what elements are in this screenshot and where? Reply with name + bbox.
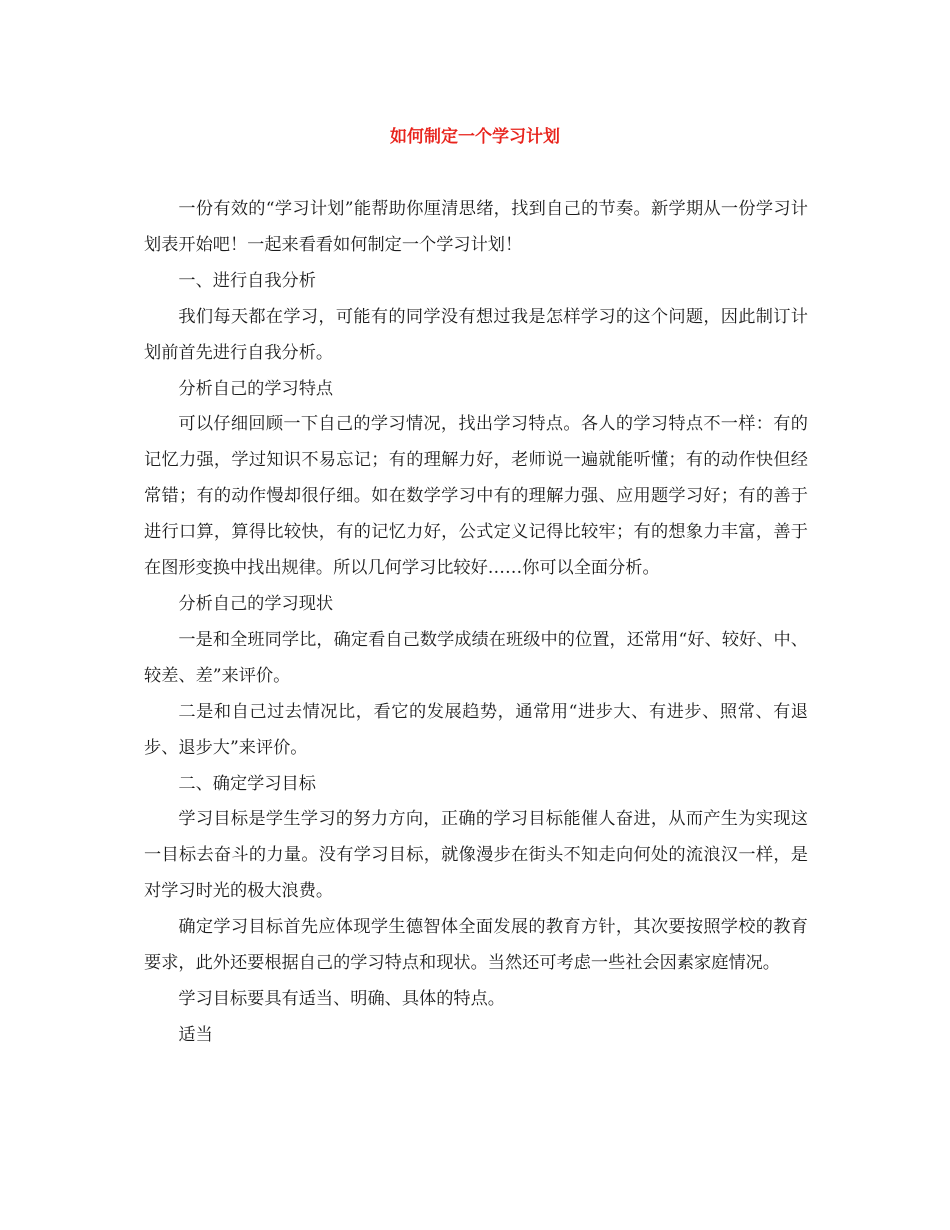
- paragraph: 我们每天都在学习，可能有的同学没有想过我是怎样学习的这个问题，因此制订计划前首先进行自我分析。: [144, 306, 808, 363]
- document-body: [144, 192, 808, 1054]
- paragraph: 二是和自己过去情况比，看它的发展趋势，通常用“进步大、有进步、照常、有退步、退步大”来评价。: [144, 701, 808, 758]
- paragraph-intro: 一份有效的“学习计划”能帮助你厘清思绪，找到自己的节奏。新学期从一份学习计划表开始吧！一起来看看如何制定一个学习计划！: [144, 199, 808, 255]
- paragraph: 可以仔细回顾一下自己的学习情况，找出学习特点。各人的学习特点不一样：有的记忆力强，学过知识不易忘记；有的理解力好，老师说一遍就能听懂；有的动作快但经常错；有的动作慢却很仔细。如在数学学习中有的理解力强、应用题学习好；有的善于进行口算，算得比较快，有的记忆力好，公式定义记得比较牢；有的想象力丰富，善于在图形变换中找出规律。所以几何学习比较好……你可以全面分析。: [144, 414, 808, 579]
- paragraph: 确定学习目标首先应体现学生德智体全面发展的教育方针，其次要按照学校的教育要求，此外还要根据自己的学习特点和现状。当然还可考虑一些社会因素家庭情况。: [144, 917, 808, 974]
- paragraph: 学习目标是学生学习的努力方向，正确的学习目标能催人奋进，从而产生为实现这一目标去奋斗的力量。没有学习目标，就像漫步在街头不知走向何处的流浪汉一样，是对学习时光的极大浪费。: [144, 809, 808, 902]
- section-heading-learning-goals: 二、确定学习目标: [178, 773, 316, 794]
- paragraph: 学习目标要具有适当、明确、具体的特点。: [178, 988, 505, 1009]
- paragraph: 一是和全班同学比，确定看自己数学成绩在班级中的位置，还常用“好、较好、中、较差、差”来评价。: [144, 629, 808, 686]
- subheading-learning-status: 分析自己的学习现状: [178, 593, 334, 614]
- subheading-learning-traits: 分析自己的学习特点: [178, 378, 334, 399]
- section-heading-self-analysis: 一、进行自我分析: [178, 270, 316, 291]
- document-title: 如何制定一个学习计划: [390, 127, 560, 147]
- subheading-appropriate: 适当: [178, 1024, 213, 1045]
